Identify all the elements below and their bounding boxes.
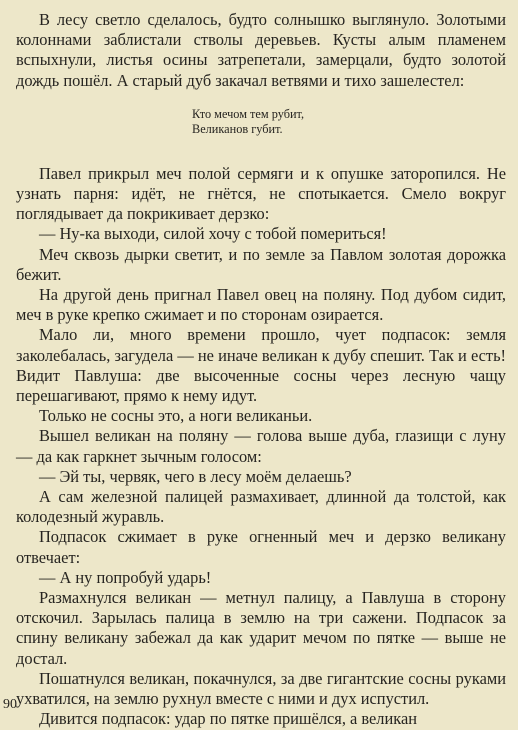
paragraph: Размахнулся великан — метнул палицу, а Павлуша в сторону отскочил. Зарылась палица в землю на три сажени. Подпасок за спину великану забежал да как ударит мечом по пятке — выше не достал. (16, 588, 506, 668)
paragraph: Пошатнулся великан, покачнулся, за две гигантские сосны руками ухватился, на землю рухнул вместе с ними и дух испустил. (16, 668, 506, 709)
paragraph: Дивится подпасок: удар по пятке пришёлся, а великан (38, 709, 418, 729)
verse-line: Кто мечом тем рубит, (192, 106, 305, 121)
paragraph: На другой день пригнал Павел овец на поляну. Под дубом сидит, меч в руке крепко сжимает и по сторонам озирается. (16, 285, 506, 325)
paragraph: Подпасок сжимает в руке огненный меч и дерзко великану отвечает: (16, 527, 506, 567)
paragraph: Павел прикрыл меч полой сермяги и к опушке заторопился. Не узнать парня: идёт, не гнётся, не спотыкается. Смело вокруг поглядывает да покрикивает дерзко: (16, 163, 506, 224)
paragraph: Вышел великан на поляну — голова выше дуба, глазищи с луну — да как гаркнет зычным голосом: (16, 426, 506, 466)
page-text (16, 10, 506, 730)
paragraph: — Эй ты, червяк, чего в лесу моём делаешь? (38, 466, 352, 486)
page-number: 90 (3, 697, 17, 712)
paragraph: В лесу светло сделалось, будто солнышко выглянуло. Золотыми колоннами заблистали стволы деревьев. Кусты алым пламенем вспыхнули, листья осины затрепетали, замерцали, будто золотой дождь пошёл. А старый дуб закачал ветвями и тихо зашелестел: (16, 10, 506, 90)
paragraph: Мало ли, много времени прошло, чует подпасок: земля заколебалась, загудела — не иначе великан к дубу спешит. Так и есть! Видит Павлуша: две высоченные сосны через лесную чащу перешагивают, прямо к нему идут. (16, 325, 506, 406)
verse-line: Великанов губит. (192, 122, 283, 137)
paragraph: А сам железной палицей размахивает, длинной да толстой, как колодезный журавль. (16, 487, 506, 527)
paragraph: — А ну попробуй ударь! (38, 567, 212, 587)
paragraph: Только не сосны это, а ноги великаньи. (38, 406, 313, 426)
verse-block (192, 107, 506, 138)
paragraph: Меч сквозь дырки светит, и по земле за Павлом золотая дорожка бежит. (16, 244, 506, 284)
paragraph: — Ну-ка выходи, силой хочу с тобой помериться! (38, 224, 387, 244)
